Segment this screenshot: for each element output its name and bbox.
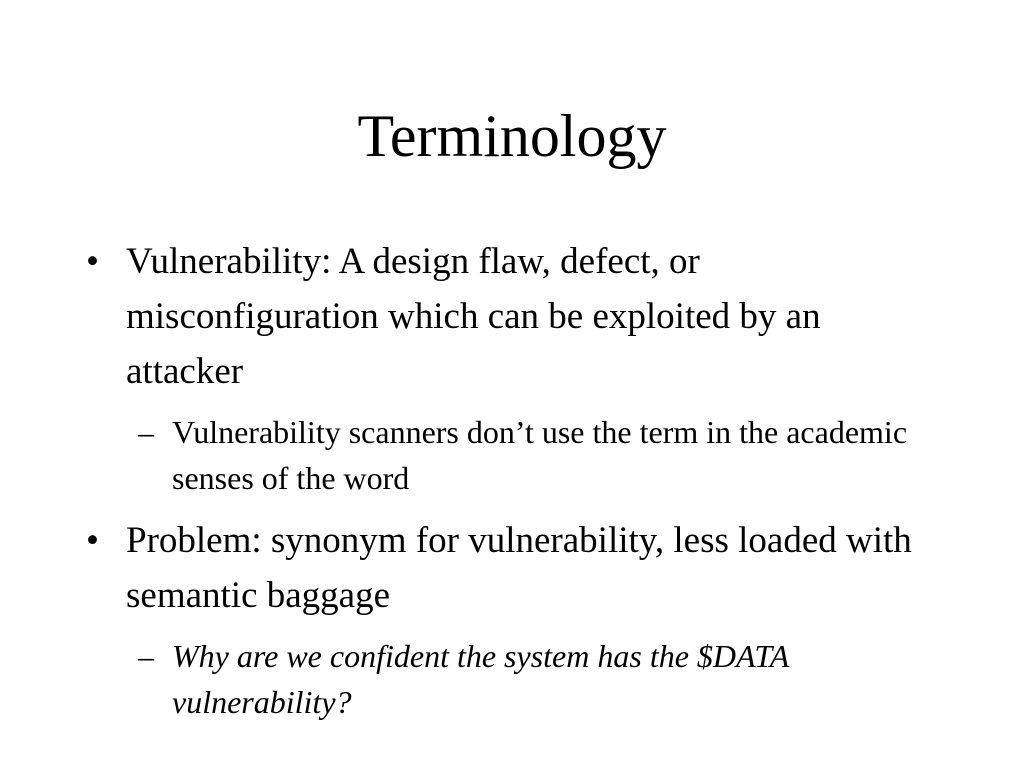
sub-bullet-list bbox=[126, 409, 946, 501]
bullet-item-vulnerability bbox=[86, 234, 946, 501]
bullet-text: Problem: synonym for vulnerability, less loaded with semantic baggage bbox=[126, 520, 912, 616]
bullet-list bbox=[86, 234, 946, 737]
bullet-item-problem bbox=[86, 513, 946, 725]
sub-bullet-item-scanners bbox=[126, 409, 946, 501]
sub-bullet-list bbox=[126, 633, 946, 725]
sub-bullet-text: Why are we confident the system has the $DATA vulnerability? bbox=[172, 638, 789, 720]
slide-title: Terminology bbox=[357, 103, 667, 169]
bullet-marker: • bbox=[86, 241, 99, 282]
bullet-marker: • bbox=[86, 520, 99, 561]
bullet-text: Vulnerability: A design flaw, defect, or misconfiguration which can be exploited by an attacker bbox=[126, 241, 821, 392]
sub-bullet-item-question bbox=[126, 633, 946, 725]
sub-bullet-text: Vulnerability scanners don’t use the term in the academic senses of the word bbox=[172, 414, 908, 496]
sub-bullet-marker: – bbox=[138, 638, 154, 674]
sub-bullet-marker: – bbox=[138, 414, 154, 450]
